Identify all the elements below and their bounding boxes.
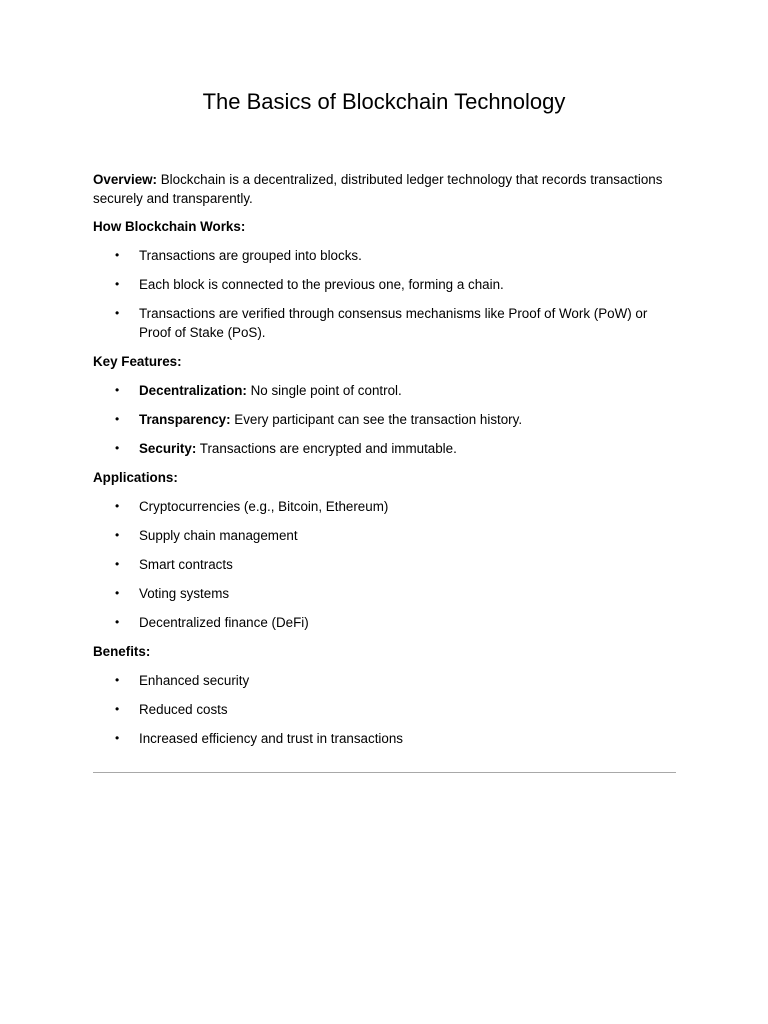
list-item-text: Smart contracts	[139, 557, 233, 572]
key-features-list	[93, 381, 678, 458]
list-item	[93, 246, 678, 265]
benefits-list	[93, 671, 678, 748]
list-item-text: Increased efficiency and trust in transactions	[139, 731, 403, 746]
horizontal-rule	[93, 772, 676, 773]
list-item-text: Voting systems	[139, 586, 230, 601]
bullet-icon: •	[115, 731, 120, 745]
list-item-text: Each block is connected to the previous one, forming a chain.	[139, 277, 504, 292]
list-item-text: Transactions are verified through consensus mechanisms like Proof of Work (PoW) or Proof of Stake (PoS).	[139, 306, 648, 340]
bullet-icon: •	[115, 277, 120, 291]
list-item	[93, 381, 678, 400]
list-item-text: Decentralized finance (DeFi)	[139, 615, 309, 630]
list-item	[93, 671, 678, 690]
list-item	[93, 729, 678, 748]
list-item	[93, 497, 678, 516]
applications-list	[93, 497, 678, 632]
list-item	[93, 304, 678, 342]
list-item	[93, 526, 678, 545]
document-body	[93, 170, 678, 758]
list-item	[93, 439, 678, 458]
overview-label: Overview:	[93, 172, 158, 187]
bullet-icon: •	[115, 702, 120, 716]
benefits-heading: Benefits:	[93, 644, 151, 659]
feature-term: Security:	[139, 441, 197, 456]
bullet-icon: •	[115, 586, 120, 600]
bullet-icon: •	[115, 615, 120, 629]
feature-term: Decentralization:	[139, 383, 247, 398]
bullet-icon: •	[115, 306, 120, 320]
how-it-works-list	[93, 246, 678, 342]
list-item-text: Cryptocurrencies (e.g., Bitcoin, Ethereum)	[139, 499, 389, 514]
feature-text: Transactions are encrypted and immutable.	[196, 441, 457, 456]
list-item	[93, 275, 678, 294]
list-item	[93, 555, 678, 574]
bullet-icon: •	[115, 557, 120, 571]
key-features-heading: Key Features:	[93, 354, 182, 369]
list-item	[93, 410, 678, 429]
overview-text: Blockchain is a decentralized, distributed ledger technology that records transactions securely and transparently.	[93, 172, 663, 206]
list-item	[93, 584, 678, 603]
list-item	[93, 613, 678, 632]
feature-term: Transparency:	[139, 412, 231, 427]
list-item-text: Transactions are grouped into blocks.	[139, 248, 362, 263]
list-item-text: Reduced costs	[139, 702, 228, 717]
bullet-icon: •	[115, 383, 120, 397]
bullet-icon: •	[115, 673, 120, 687]
bullet-icon: •	[115, 441, 120, 455]
bullet-icon: •	[115, 499, 120, 513]
list-item-text: Enhanced security	[139, 673, 250, 688]
list-item	[93, 700, 678, 719]
feature-text: Every participant can see the transaction history.	[230, 412, 523, 427]
bullet-icon: •	[115, 248, 120, 262]
overview-paragraph	[93, 170, 678, 208]
feature-text: No single point of control.	[246, 383, 402, 398]
how-it-works-heading: How Blockchain Works:	[93, 219, 246, 234]
document-title: The Basics of Blockchain Technology	[202, 89, 566, 114]
bullet-icon: •	[115, 412, 120, 426]
bullet-icon: •	[115, 528, 120, 542]
applications-heading: Applications:	[93, 470, 178, 485]
list-item-text: Supply chain management	[139, 528, 298, 543]
